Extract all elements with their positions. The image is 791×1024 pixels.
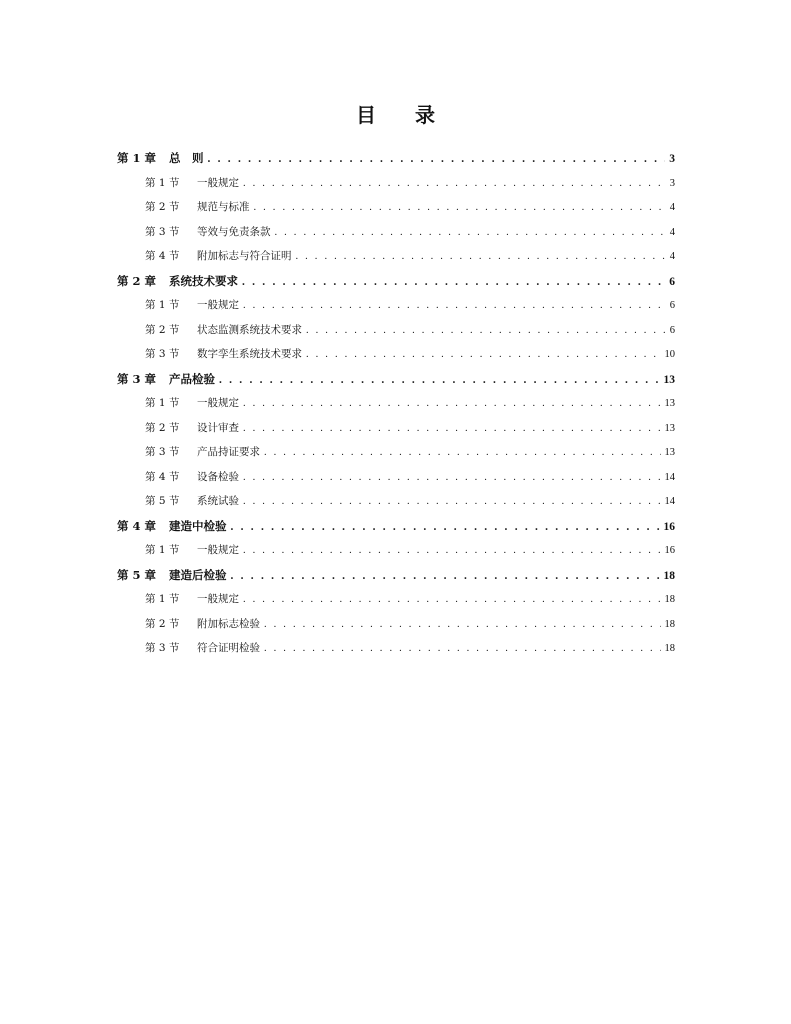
toc-section-entry[interactable] [117,391,675,416]
dot-leader [243,490,661,515]
toc-section-entry[interactable] [117,612,675,637]
dot-leader [264,637,661,662]
section-title: 一般规定 [197,397,239,409]
chapter-title: 系统技术要求 [169,273,238,288]
page-number: 16 [664,545,675,556]
dot-leader [296,245,666,270]
section-title: 等效与免责条款 [197,225,271,238]
dot-leader [243,294,666,319]
dot-leader [231,564,660,589]
toc-section-entry[interactable] [117,587,675,612]
section-number: 第 1 节 [145,544,180,556]
section-number: 第 2 节 [145,421,180,434]
page-number: 3 [669,177,675,189]
page-number: 16 [663,520,675,533]
toc-section-entry[interactable] [117,171,675,196]
section-title: 设计审查 [197,421,239,434]
dot-leader [208,147,666,172]
dot-leader [242,270,665,295]
page-number: 6 [669,324,675,336]
dot-leader [243,539,661,564]
chapter-number: 第 5 章 [117,567,157,582]
dot-leader [254,196,666,221]
section-title: 设备检验 [197,470,239,483]
section-title: 一般规定 [197,593,239,605]
section-number: 第 1 节 [145,397,180,409]
section-number: 第 1 节 [145,299,180,311]
chapter-number: 第 4 章 [117,518,157,533]
page-number: 13 [664,447,675,458]
section-title: 附加标志与符合证明 [197,250,292,262]
toc-section-entry[interactable] [117,293,675,318]
section-title: 规范与标准 [197,201,250,213]
section-title: 状态监测系统技术要求 [197,323,302,336]
page-number: 13 [664,398,675,409]
page-number: 13 [663,373,675,386]
toc-section-entry[interactable] [117,220,675,245]
toc-chapter-entry[interactable] [117,563,675,588]
toc-section-entry[interactable] [117,465,675,490]
page-number: 14 [664,496,675,507]
section-title: 系统试验 [197,495,239,507]
dot-leader [275,221,666,246]
section-title: 附加标志检验 [197,617,260,630]
section-number: 第 2 节 [145,617,180,630]
section-title: 一般规定 [197,176,239,189]
chapter-number: 第 1 章 [117,151,157,165]
toc-section-entry[interactable] [117,440,675,465]
page-number: 6 [669,300,675,311]
page-number: 14 [664,471,675,483]
chapter-number: 第 3 章 [117,371,157,386]
dot-leader [243,172,666,197]
section-number: 第 3 节 [145,642,180,654]
toc-section-entry[interactable] [117,195,675,220]
toc-chapter-entry[interactable] [117,367,675,392]
section-number: 第 2 节 [145,201,180,213]
dot-leader [243,588,661,613]
page-number: 4 [669,251,675,262]
chapter-title: 建造中检验 [169,518,227,533]
section-title: 一般规定 [197,544,239,556]
chapter-title: 总 则 [169,151,204,165]
page-number: 10 [664,349,675,360]
page-number: 4 [669,202,675,213]
dot-leader [243,392,661,417]
page-title: 目 录 [356,103,451,127]
toc-section-entry[interactable] [117,416,675,441]
dot-leader [219,368,660,393]
page-number: 18 [664,618,675,630]
section-number: 第 2 节 [145,323,180,336]
toc-section-entry[interactable] [117,538,675,563]
toc-chapter-entry[interactable] [117,146,675,171]
section-number: 第 4 节 [145,470,180,483]
section-number: 第 1 节 [145,593,180,605]
page-number: 6 [669,275,675,288]
dot-leader [231,515,660,540]
chapter-title: 建造后检验 [169,567,227,582]
section-title: 数字孪生系统技术要求 [197,348,302,360]
page-number: 18 [664,643,675,654]
section-title: 一般规定 [197,299,239,311]
page-number: 18 [664,594,675,605]
dot-leader [264,613,661,638]
toc-chapter-entry[interactable] [117,269,675,294]
chapter-number: 第 2 章 [117,273,157,288]
toc-section-entry[interactable] [117,244,675,269]
dot-leader [243,417,661,442]
page-number: 13 [664,422,675,434]
section-number: 第 4 节 [145,250,180,262]
dot-leader [264,441,661,466]
toc-section-entry[interactable] [117,318,675,343]
chapter-title: 产品检验 [169,371,215,386]
dot-leader [306,319,666,344]
toc-section-entry[interactable] [117,342,675,367]
dot-leader [306,343,661,368]
section-number: 第 3 节 [145,225,180,238]
section-number: 第 5 节 [145,495,180,507]
page-number: 18 [663,569,675,582]
table-of-contents [117,146,675,661]
section-number: 第 3 节 [145,446,180,458]
page-number: 3 [669,153,675,165]
page-number: 4 [669,226,675,238]
toc-chapter-entry[interactable] [117,514,675,539]
dot-leader [243,466,661,491]
toc-section-entry[interactable] [117,489,675,514]
section-title: 符合证明检验 [197,642,260,654]
section-number: 第 1 节 [145,176,180,189]
toc-section-entry[interactable] [117,636,675,661]
section-title: 产品持证要求 [197,446,260,458]
section-number: 第 3 节 [145,348,180,360]
